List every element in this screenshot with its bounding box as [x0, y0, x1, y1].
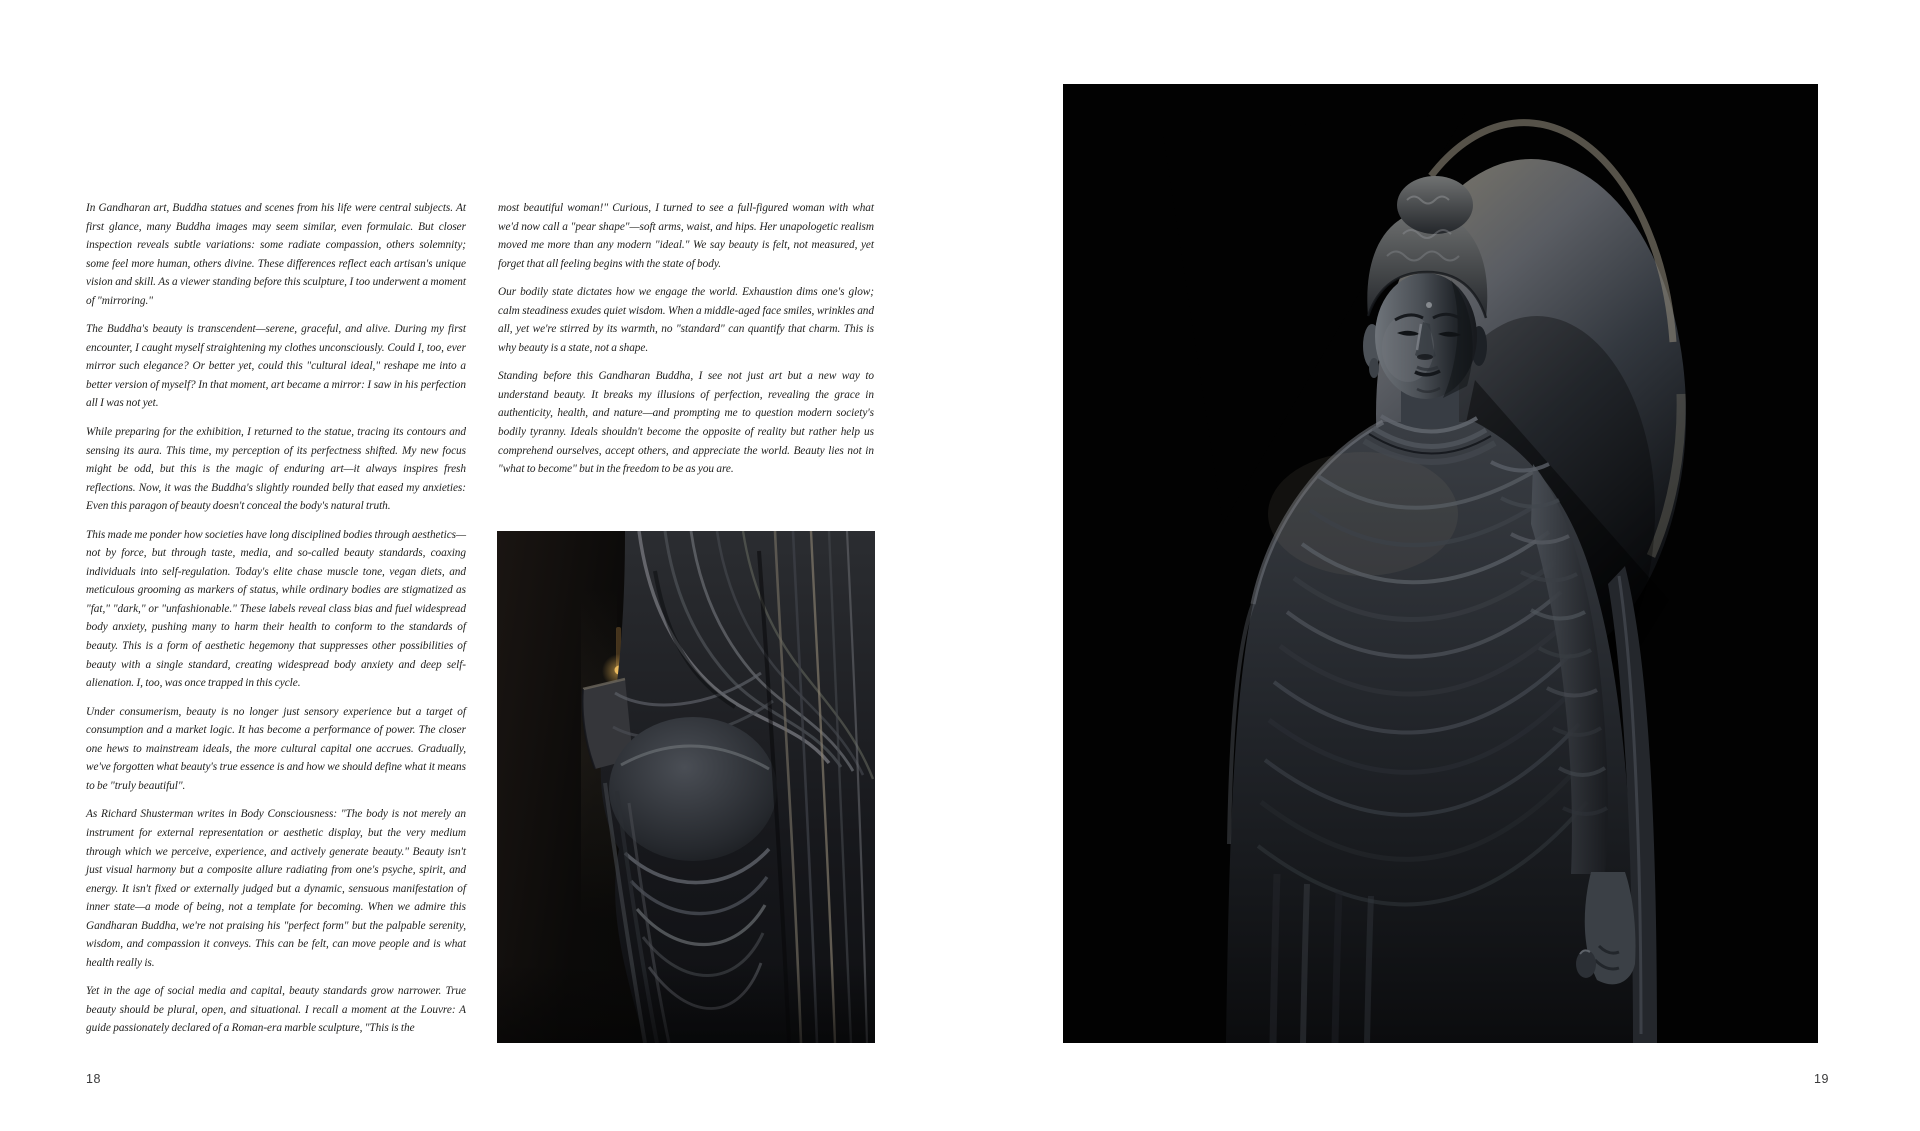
- robe-detail-photo: [497, 531, 875, 1043]
- page-number-left: 18: [86, 1072, 101, 1086]
- article-paragraph: As Richard Shusterman writes in Body Consciousness: "The body is not merely an instrument for external representation or aesthetic display, but the very medium through which we perceive, experience, and actively generate beauty." Beauty isn't just visual harmony but a composite allure radiating from one's psyche, spirit, and energy. It isn't fixed or externally judged but a dynamic, sensuous manifestation of inner state—a mode of being, not a template for becoming. When we admire this Gandharan Buddha, we're not praising his "perfect form" but the palpable serenity, wisdom, and compassion it conveys. This can be felt, can move people and is what health really is.: [86, 808, 466, 969]
- article-paragraph: While preparing for the exhibition, I returned to the statue, tracing its contours and sensing its aura. This time, my perception of its perfectness shifted. My new focus might be odd, but this is the magic of enduring art—it always inspires fresh reflections. Now, it was the Buddha's slightly rounded belly that eased my anxieties: Even this paragon of beauty doesn't conceal the body's natural truth.: [86, 426, 466, 513]
- page-number-right: 19: [1814, 1072, 1829, 1086]
- article-paragraph: Yet in the age of social media and capital, beauty standards grow narrower. True beauty should be plural, open, and situational. I recall a moment at the Louvre: A guide passionately declared of a Roman-era marble sculpture, "This is the: [86, 985, 466, 1035]
- buddha-statue-photo: [1063, 84, 1818, 1043]
- article-paragraph: Under consumerism, beauty is no longer just sensory experience but a target of consumption and a market logic. It has become a performance of power. The closer one hews to mainstream ideals, the more cultural capital one accrues. Gradually, we've forgotten what beauty's true essence is and how we should define what it means to be "truly beautiful".: [86, 705, 466, 792]
- article-paragraph: most beautiful woman!" Curious, I turned to see a full-figured woman with what we'd now call a "pear shape"—soft arms, waist, and hips. Her unapologetic realism moved me more than any modern "ideal." We say beauty is felt, not measured, yet forget that all feeling begins with the state of body.: [498, 202, 874, 270]
- article-paragraph: This made me ponder how societies have long disciplined bodies through aesthetics—not by force, but through taste, media, and so-called beauty standards, coaxing individuals into self-regulation. Today's elite chase muscle tone, vegan diets, and meticulous grooming as markers of status, while ordinary bodies are stigmatized as "fat," "dark," or "unfashionable." These labels reveal class bias and fuel widespread body anxiety, pushing many to harm their health to conform to the standards of beauty. This is a form of aesthetic hegemony that suppresses other possibilities of beauty with a single standard, creating widespread body anxiety and deep self-alienation. I, too, was once trapped in this cycle.: [86, 528, 466, 690]
- article-paragraph: The Buddha's beauty is transcendent—serene, graceful, and alive. During my first encounter, I caught myself straightening my clothes unconsciously. Could I, too, ever mirror such elegance? Or better yet, could this "cultural ideal," reshape me into a better version of myself? In that moment, art became a mirror: I saw in his perfection all I was not yet.: [86, 323, 466, 410]
- article-column-1: [86, 199, 466, 1048]
- article-column-2: [498, 199, 874, 489]
- article-paragraph: Our bodily state dictates how we engage the world. Exhaustion dims one's glow; calm steadiness exudes quiet wisdom. When a middle-aged face smiles, wrinkles and all, yet we're stirred by its warmth, no "standard" can quantify that charm. This is why beauty is a state, not a shape.: [498, 286, 874, 354]
- article-paragraph: In Gandharan art, Buddha statues and scenes from his life were central subjects. At first glance, many Buddha images may seem similar, even formulaic. But closer inspection reveals subtle variations: some radiate compassion, others solemnity; some feel more human, others divine. These differences reflect each artisan's unique vision and skill. As a viewer standing before this sculpture, I too underwent a moment of "mirroring.": [86, 202, 466, 307]
- ushnisha-topknot: [1397, 176, 1473, 234]
- urna-dot: [1426, 302, 1432, 308]
- article-paragraph: Standing before this Gandharan Buddha, I see not just art but a new way to understand beauty. It breaks my illusions of perfection, revealing the grace in authenticity, health, and nature—and prompting me to question modern society's bodily tyranny. Ideals shouldn't become the opposite of reality but rather help us comprehend ourselves, accept others, and appreciate the world. Beauty lies not in "what to become" but in the freedom to be as you are.: [498, 370, 874, 476]
